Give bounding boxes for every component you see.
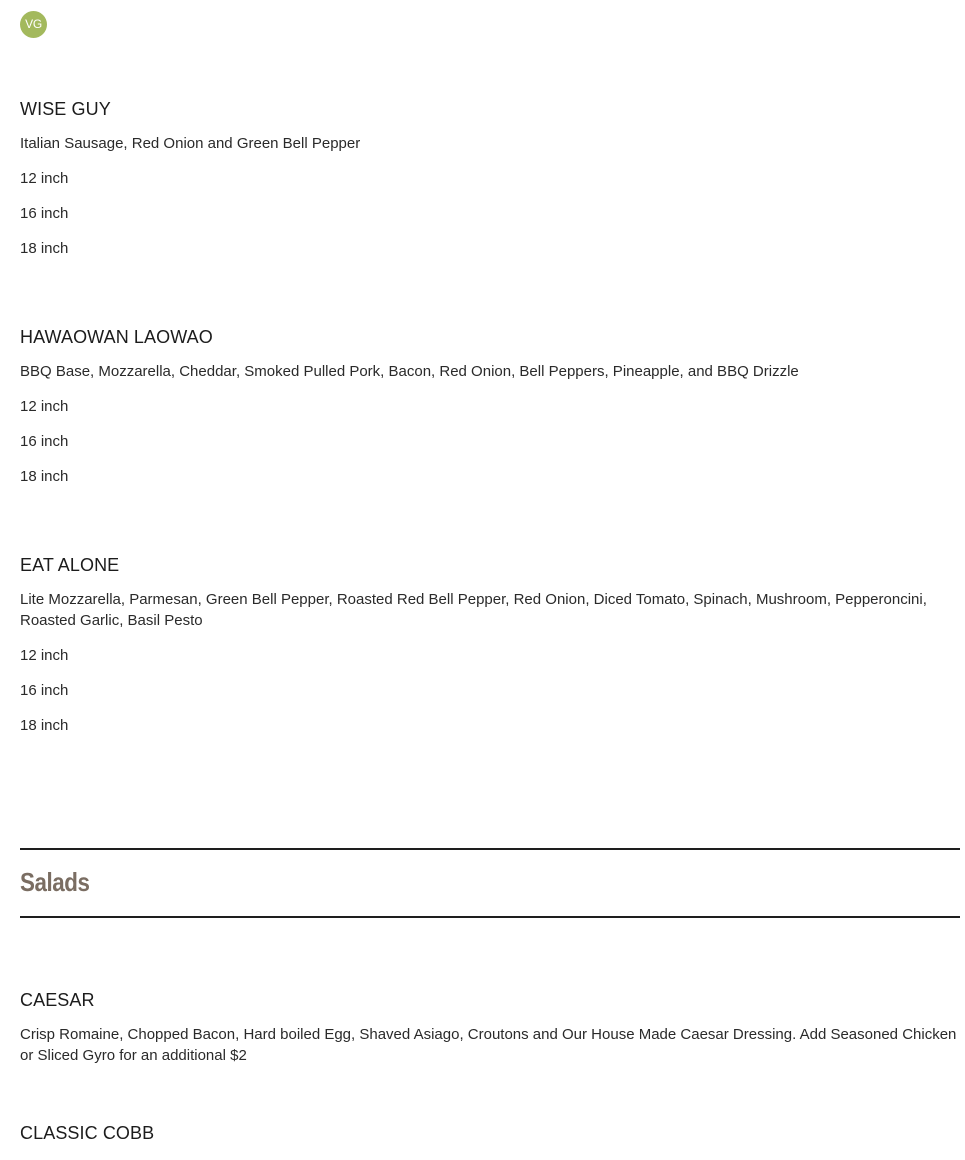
menu-item-name: CAESAR	[20, 990, 95, 1010]
size-option[interactable]: 18 inch	[20, 240, 69, 257]
menu-item-name: EAT ALONE	[20, 555, 120, 575]
size-list	[20, 645, 960, 750]
menu-item-description: Italian Sausage, Red Onion and Green Bell Pepper	[20, 135, 361, 152]
menu-item-name: WISE GUY	[20, 99, 111, 119]
size-option[interactable]: 18 inch	[20, 717, 69, 734]
salads-section-header	[20, 848, 960, 918]
menu-item-description: Lite Mozzarella, Parmesan, Green Bell Pepper, Roasted Red Bell Pepper, Red Onion, Diced Tomato, Spinach, Mushroom, Pepperoncini, Roasted Garlic, Basil Pesto	[20, 591, 927, 629]
vegetarian-badge: VG	[20, 11, 47, 38]
menu-item-name: HAWAOWAN LAOWAO	[20, 327, 213, 347]
menu-item-eat-alone	[20, 554, 960, 750]
section-title: Salads	[20, 867, 90, 897]
size-list	[20, 396, 960, 501]
size-option[interactable]: 16 inch	[20, 682, 69, 699]
menu-item-description: Crisp Romaine, Chopped Bacon, Hard boiled Egg, Shaved Asiago, Croutons and Our House Made Caesar Dressing. Add Seasoned Chicken or Sliced Gyro for an additional $2	[20, 1026, 957, 1064]
menu-item-wise-guy	[20, 98, 960, 273]
size-option[interactable]: 12 inch	[20, 398, 69, 415]
menu-item-description: BBQ Base, Mozzarella, Cheddar, Smoked Pulled Pork, Bacon, Red Onion, Bell Peppers, Pineapple, and BBQ Drizzle	[20, 363, 799, 380]
menu-item-hawaowan-laowao	[20, 326, 960, 501]
menu-item-classic-cobb	[20, 1122, 960, 1144]
size-option[interactable]: 18 inch	[20, 468, 69, 485]
menu-item-name: CLASSIC COBB	[20, 1123, 155, 1143]
size-option[interactable]: 12 inch	[20, 647, 69, 664]
size-option[interactable]: 12 inch	[20, 170, 69, 187]
size-option[interactable]: 16 inch	[20, 433, 69, 450]
menu-item-caesar	[20, 989, 960, 1066]
size-list	[20, 168, 960, 273]
size-option[interactable]: 16 inch	[20, 205, 69, 222]
